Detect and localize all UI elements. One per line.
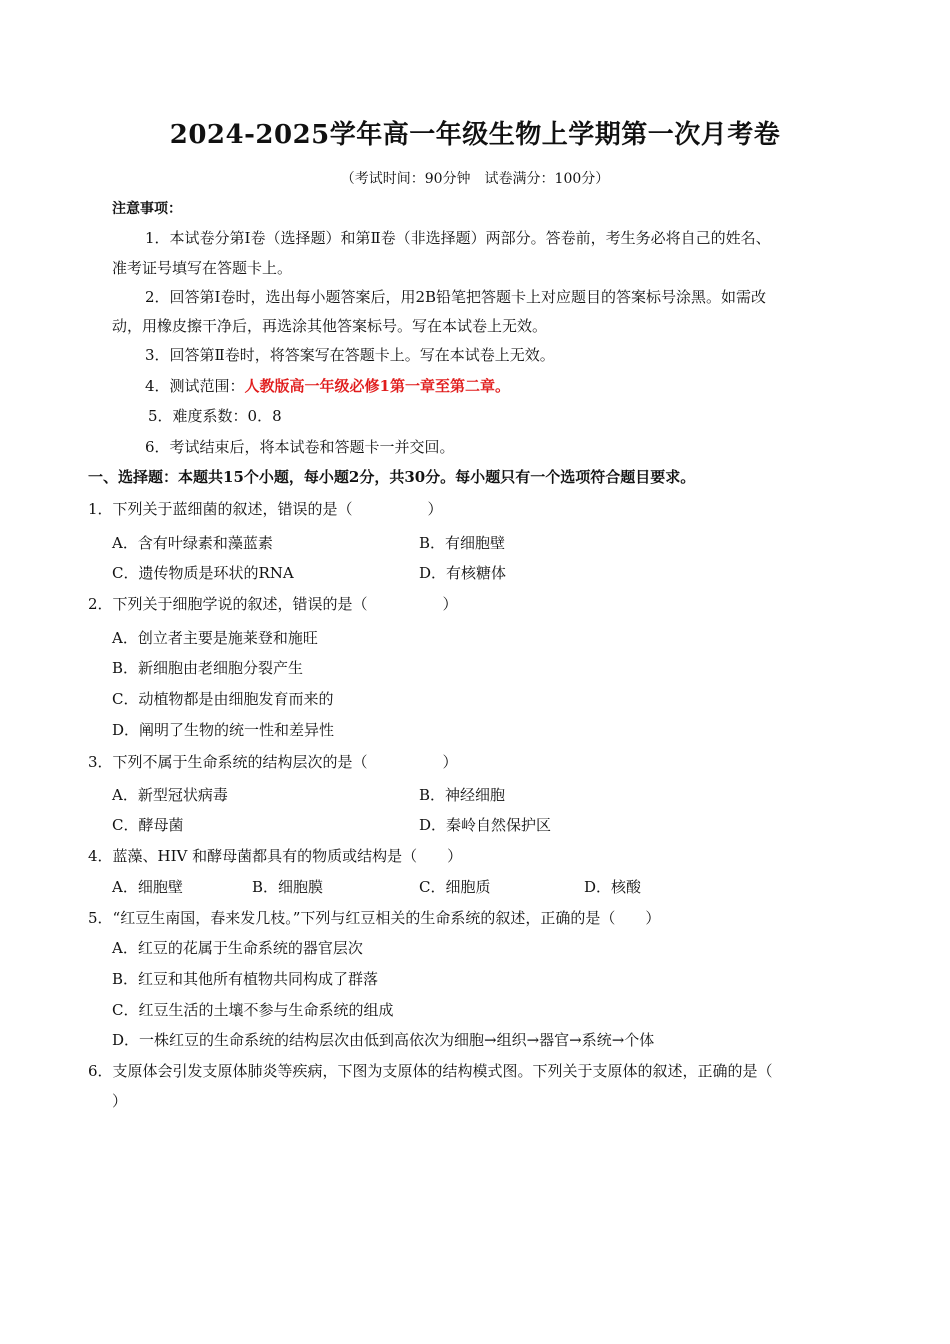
question-5-stem: 5．“红豆生南国，春来发几枝。”下列与红豆相关的生命系统的叙述，正确的是（ ） — [88, 909, 661, 927]
note-3: 3．回答第Ⅱ卷时，将答案写在答题卡上。写在本试卷上无效。 — [145, 346, 555, 364]
question-4-option-a: A．细胞壁 — [112, 878, 183, 896]
question-1-option-b: B．有细胞壁 — [419, 534, 506, 552]
note-4-scope: 人教版高一年级必修1第一章至第二章。 — [244, 377, 510, 395]
question-3-option-c: C．酵母菌 — [112, 816, 184, 834]
question-6-stem-line-1: 6．支原体会引发支原体肺炎等疾病，下图为支原体的结构模式图。下列关于支原体的叙述，正确的是（ — [88, 1062, 773, 1080]
question-3-option-b: B．神经细胞 — [419, 786, 506, 804]
note-4-prefix: 4．测试范围： — [145, 377, 245, 395]
question-3-stem: 3．下列不属于生命系统的结构层次的是（ ） — [88, 753, 458, 771]
question-4-option-b: B．细胞膜 — [252, 878, 324, 896]
question-4-option-c: C．细胞质 — [419, 878, 491, 896]
question-5-option-b: B．红豆和其他所有植物共同构成了群落 — [112, 970, 379, 988]
exam-title: 2024-2025学年高一年级生物上学期第一次月考卷 — [169, 120, 781, 150]
question-6-stem-line-2: ） — [112, 1092, 128, 1110]
note-1-line-1: 1．本试卷分第Ⅰ卷（选择题）和第Ⅱ卷（非选择题）两部分。答卷前，考生务必将自己的姓名、 — [145, 229, 771, 247]
note-2-line-1: 2．回答第Ⅰ卷时，选出每小题答案后，用2B铅笔把答题卡上对应题目的答案标号涂黑。如需改 — [145, 288, 767, 306]
question-2-option-c: C．动植物都是由细胞发育而来的 — [112, 690, 334, 708]
question-5-option-d: D．一株红豆的生命系统的结构层次由低到高依次为细胞→组织→器官→系统→个体 — [112, 1031, 655, 1049]
notes-heading: 注意事项： — [112, 201, 182, 217]
question-2-option-a: A．创立者主要是施莱登和施旺 — [112, 629, 318, 647]
question-2-stem: 2．下列关于细胞学说的叙述，错误的是（ ） — [88, 595, 458, 613]
question-3-option-d: D．秦岭自然保护区 — [419, 816, 552, 834]
question-1-stem: 1．下列关于蓝细菌的叙述，错误的是（ ） — [88, 500, 443, 518]
note-4 — [145, 376, 510, 396]
exam-subtitle: （考试时间：90分钟 试卷满分：100分） — [340, 171, 610, 187]
question-5-option-a: A．红豆的花属于生命系统的器官层次 — [112, 939, 363, 957]
question-5-option-c: C．红豆生活的土壤不参与生命系统的组成 — [112, 1001, 394, 1019]
note-6: 6．考试结束后，将本试卷和答题卡一并交回。 — [145, 438, 455, 456]
note-2-line-2: 动，用橡皮擦干净后，再选涂其他答案标号。写在本试卷上无效。 — [112, 317, 548, 335]
section-1-heading: 一、选择题：本题共15个小题，每小题2分，共30分。每小题只有一个选项符合题目要求。 — [88, 468, 696, 486]
question-4-stem: 4．蓝藻、HIV 和酵母菌都具有的物质或结构是（ ） — [88, 847, 463, 865]
question-4-option-d: D．核酸 — [584, 878, 642, 896]
note-5: 5．难度系数：0．8 — [148, 407, 282, 425]
note-1-line-2: 准考证号填写在答题卡上。 — [112, 259, 293, 277]
question-1-option-d: D．有核糖体 — [419, 564, 507, 582]
question-3-option-a: A．新型冠状病毒 — [112, 786, 228, 804]
question-2-option-b: B．新细胞由老细胞分裂产生 — [112, 659, 304, 677]
question-1-option-a: A．含有叶绿素和藻蓝素 — [112, 534, 273, 552]
question-2-option-d: D．阐明了生物的统一性和差异性 — [112, 721, 335, 739]
question-1-option-c: C．遗传物质是环状的RNA — [112, 564, 294, 582]
